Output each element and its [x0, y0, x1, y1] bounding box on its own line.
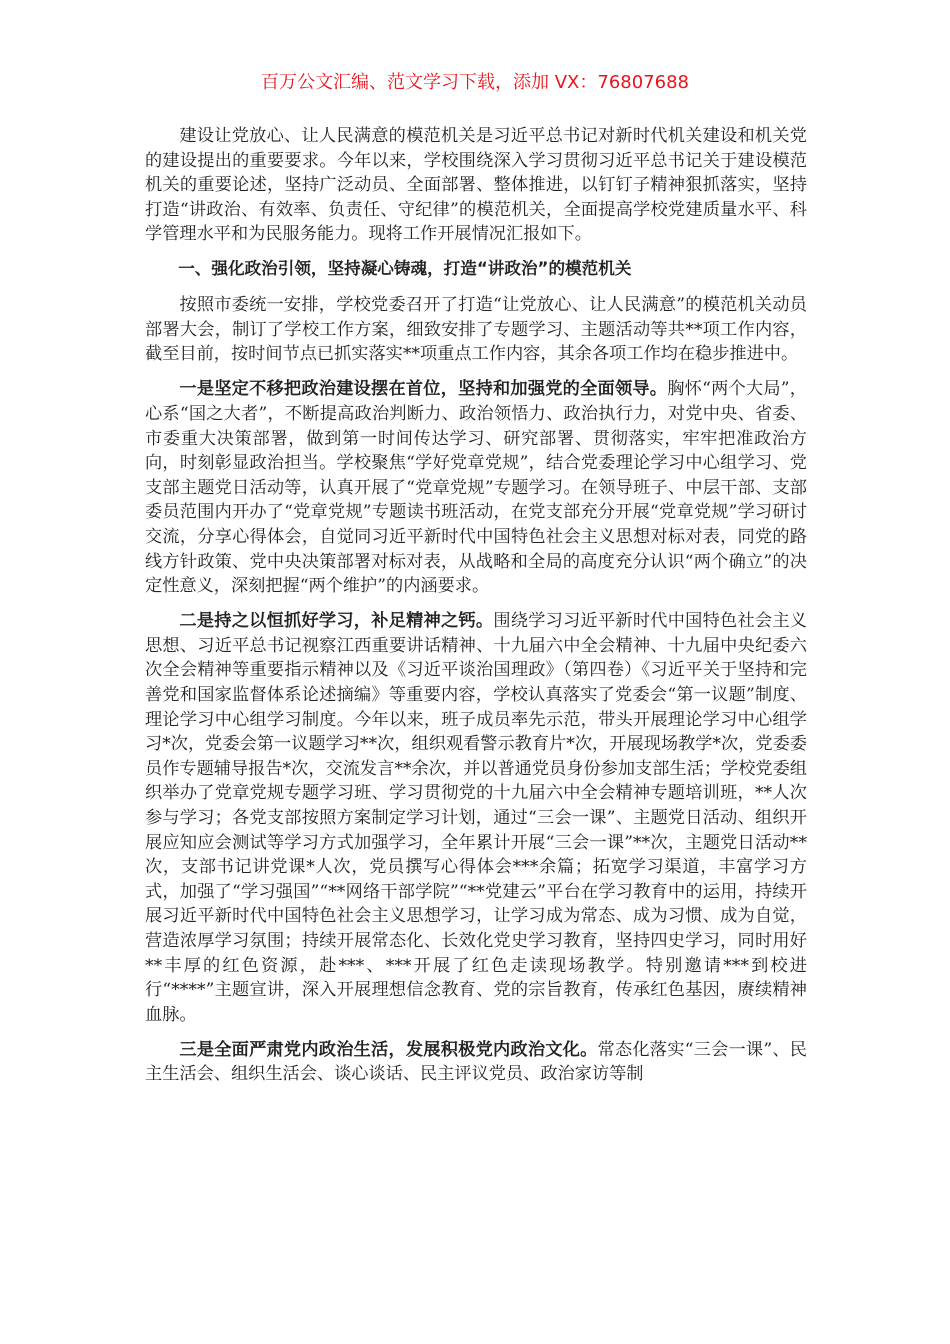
point-lead-1: 一是坚定不移把政治建设摆在首位，坚持和加强党的全面领导。 [179, 379, 668, 400]
document-body [145, 124, 807, 1097]
point-lead-2: 二是持之以恒抓好学习，补足精神之钙。 [179, 611, 494, 632]
point-lead-3: 三是全面严肃党内政治生活，发展积极党内政治文化。 [179, 1039, 598, 1060]
intro-paragraph: 建设让党放心、让人民满意的模范机关是习近平总书记对新时代机关建设和机关党的建设提出的重要要求。今年以来，学校围绕深入学习贯彻习近平总书记关于建设模范机关的重要论述，坚持广泛动员、全面部署、整体推进，以钉钉子精神狠抓落实，坚持打造“讲政治、有效率、负责任、守纪律”的模范机关，全面提高学校党建质量水平、科学管理水平和为民服务能力。现将工作开展情况汇报如下。 [145, 126, 807, 245]
point-paragraph-3 [145, 1038, 807, 1087]
point-text-3: 常态化落实“三会一课”、民主生活会、组织生活会、谈心谈话、民主评议党员、政治家访等制 [145, 1039, 807, 1085]
point-paragraph-1 [145, 377, 807, 598]
point-text-1: 胸怀“两个大局”，心系“国之大者”，不断提高政治判断力、政治领悟力、政治执行力，对党中央、省委、市委重大决策部署，做到第一时间传达学习、研究部署、贯彻落实，牢牢把准政治方向，时刻彰显政治担当。学校聚焦“学好党章党规”，结合党委理论学习中心组学习、党支部主题党日活动等，认真开展了“党章党规”专题学习。在领导班子、中层干部、支部委员范围内开办了“党章党规”专题读书班活动，在党支部充分开展“党章党规”学习研讨交流，分享心得体会，自觉同习近平新时代中国特色社会主义思想对标对表，同党的路线方针政策、党中央决策部署对标对表，从战略和全局的高度充分认识“两个确立”的决定性意义，深刻把握“两个维护”的内涵要求。 [145, 379, 807, 597]
watermark-banner: 百万公文汇编、范文学习下载，添加 VX：76807688 [261, 72, 689, 93]
section-intro-paragraph: 按照市委统一安排，学校党委召开了打造“让党放心、让人民满意”的模范机关动员部署大会，制订了学校工作方案，细致安排了专题学习、主题活动等共**项工作内容，截至目前，按时间节点已抓实落实**项重点工作内容，其余各项工作均在稳步推进中。 [145, 295, 807, 365]
point-text-2: 围绕学习习近平新时代中国特色社会主义思想、习近平总书记视察江西重要讲话精神、十九届六中全会精神、十九届中央纪委六次全会精神等重要指示精神以及《习近平谈治国理政》（第四卷）《习近平关于坚持和完善党和国家监督体系论述摘编》等重要内容，学校认真落实了党委会“第一议题”制度、理论学习中心组学习制度。今年以来，班子成员率先示范，带头开展理论学习中心组学习*次，党委会第一议题学习**次，组织观看警示教育片*次，开展现场教学*次，党委委员作专题辅导报告*次，交流发言**余次，并以普通党员身份参加支部生活；学校党委组织举办了党章党规专题学习班、学习贯彻党的十九届六中全会精神专题培训班，**人次参与学习；各党支部按照方案制定学习计划，通过“三会一课”、主题党日活动、组织开展应知应会测试等学习方式加强学习，全年累计开展“三会一课”**次，主题党日活动**次，支部书记讲党课*人次，党员撰写心得体会***余篇；拓宽学习渠道，丰富学习方式，加强了“学习强国”“**网络干部学院”“**党建云”平台在学习教育中的运用，持续开展习近平新时代中国特色社会主义思想学习，让学习成为常态、成为习惯、成为自觉，营造浓厚学习氛围；持续开展常态化、长效化党史学习教育，坚持四史学习，同时用好**丰厚的红色资源，赴***、***开展了红色走读现场教学。特别邀请***到校进行“****”主题宣讲，深入开展理想信念教育、党的宗旨教育，传承红色基因，赓续精神血脉。 [145, 611, 807, 1025]
section-heading: 一、强化政治引领，坚持凝心铸魂，打造“讲政治”的模范机关 [178, 259, 632, 279]
point-paragraph-2 [145, 609, 807, 1027]
